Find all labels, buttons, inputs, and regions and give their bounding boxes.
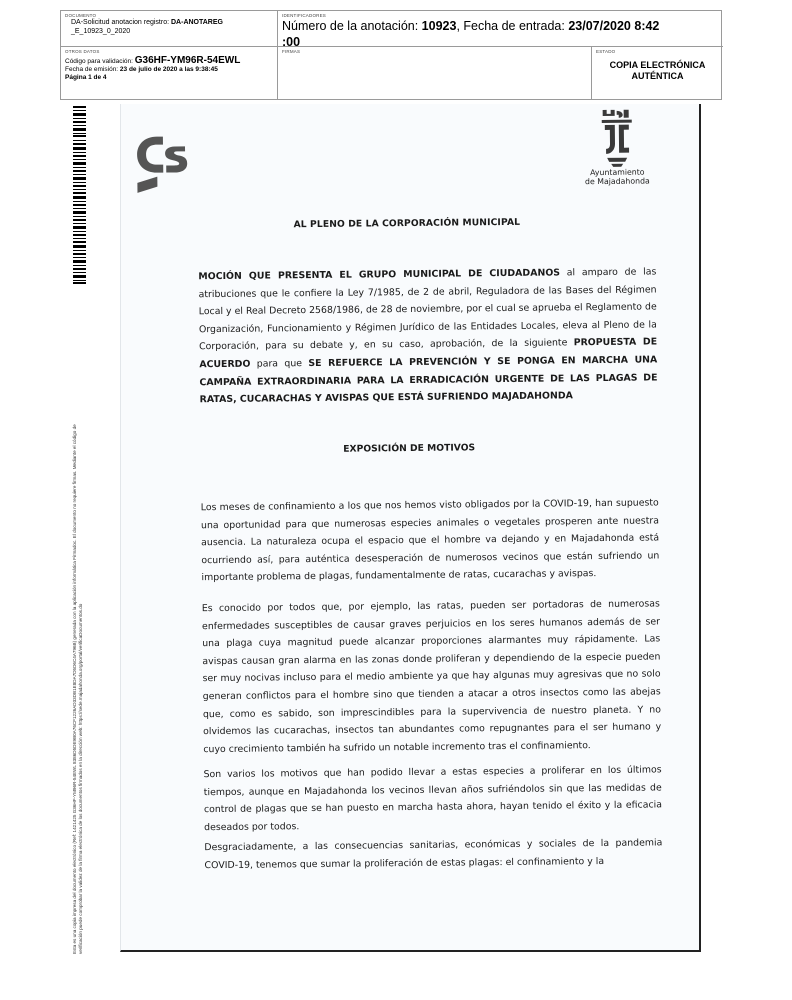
- registro-time-tail: :00: [282, 35, 301, 49]
- estado-cell: [592, 47, 723, 99]
- validation-text: Código para validación:: [65, 58, 135, 65]
- registro-number: 10923: [421, 19, 457, 33]
- registro-label: IDENTIFICADORES: [282, 13, 327, 18]
- verification-line-1: Esta es una copia impresa del documento electrónico (Ref: 1421425 G36HF-YM96R-54EWL 8386D5DE9B0A76CF1226AD33DB1E8DA7D5D6C4A796B) generada con la aplicación informática Firmadoc. El documento no requiere firmas. Mediante el código de: [72, 424, 77, 954]
- mocion-proposal: PROPUESTA DE ACUERDO: [199, 336, 658, 371]
- validation-code: G36HF-YM96R-54EWL: [134, 55, 241, 66]
- ayuntamiento-caption: [562, 167, 672, 186]
- body-paragraph-3: Son varios los motivos que han podido llevar a estas especies a proliferar en los últimos tiempos, aunque en Majadahonda los vecinos llevan años sufriéndolos sin que las medidas de control de plagas que se han puesto en marcha hasta ahora, hayan tenido el éxito y la eficacia deseados por todos.: [203, 764, 662, 833]
- registro-date: 23/07/2020 8:42: [568, 19, 660, 33]
- estado-line-2: AUTÉNTICA: [631, 71, 684, 81]
- verification-line-2: verificación puede comprobar la validez de la firma electrónica de los documentos firmados en la dirección web: https://sede.majadahonda.org/portal/verificaDocumentos.do: [78, 603, 83, 954]
- registro-prefix: Número de la anotación:: [282, 19, 422, 33]
- firmas-cell: [278, 47, 592, 99]
- scanned-page: [120, 104, 701, 952]
- registro-middle: , Fecha de entrada:: [456, 19, 569, 33]
- documento-line-1-text: DA-Solicitud anotacion registro:: [71, 19, 171, 26]
- majadahonda-crest-icon: [593, 108, 642, 168]
- estado-label: ESTADO: [596, 49, 616, 54]
- otros-datos-cell: [61, 47, 278, 99]
- ayuntamiento-line-1: Ayuntamiento: [590, 167, 645, 178]
- ciudadanos-logo-icon: [135, 132, 198, 195]
- otros-datos-label: OTROS DATOS: [65, 49, 100, 54]
- mocion-lead: MOCIÓN QUE PRESENTA EL GRUPO MUNICIPAL DE CIUDADANOS: [198, 267, 561, 283]
- validation-line: [65, 57, 273, 66]
- firmas-label: FIRMAS: [282, 49, 301, 54]
- scanned-page-content: [120, 104, 701, 952]
- documento-line-1-code: DA-ANOTAREG: [171, 19, 223, 26]
- verification-strip: [72, 308, 96, 954]
- estado-line-1: COPIA ELECTRÓNICA: [609, 60, 706, 70]
- emision-line: [65, 66, 273, 74]
- section-title: EXPOSICIÓN DE MOTIVOS: [343, 442, 476, 455]
- page-count: Página 1 de 4: [65, 74, 107, 81]
- body-paragraph-4: Desgraciadamente, a las consecuencias sanitarias, económicas y sociales de la pandemia COVID-19, tenemos que sumar la proliferación de estas plagas: el confinamiento y la: [204, 837, 663, 871]
- documento-cell: [61, 11, 278, 47]
- body-paragraph-2: Es conocido por todos que, por ejemplo, las ratas, pueden ser portadoras de numerosas enfermedades susceptibles de causar graves perjuicios en los seres humanos además de ser una plaga cuya magnitud puede alcanzar proporciones alarmantes muy rápidamente. Las avispas causan gran alarma en las zonas donde proliferan y dependiendo de la especie pueden ser muy nocivas incluso para el medio ambiente ya que hay algunas muy agresivas que no solo generan conflictos para el hombre sino que tienden a atacar a otros insectos como las abejas que, como es sabido, son imprescindibles para la supervivencia de nuestro planeta. Y no olvidemos las cucarachas, insectos tan abundantes como repugnantes para el ser humano y cuyo crecimiento también ha sufrido un notable incremento tras el confinamiento.: [201, 598, 662, 755]
- emision-date: 23 de julio de 2020 a las 9:38:45: [119, 66, 218, 73]
- mocion-subject: SE REFUERCE LA PREVENCIÓN Y SE PONGA EN MARCHA UNA CAMPAÑA EXTRAORDINARIA PARA LA ERRADICACIÓN URGENTE DE LAS PLAGAS DE RATAS, CUCARACHAS Y AVISPAS QUE ESTÁ SUFRIENDO MAJADAHONDA: [199, 354, 658, 406]
- registro-line: [282, 19, 719, 34]
- barcode-icon: [73, 106, 86, 284]
- mocion-text-1: al amparo de las atribuciones que le confiere la Ley 7/1985, de 2 de abril, Reguladora de las Bases del Régimen Local y el Real Decreto 2568/1986, de 28 de noviembre, por el cual se aprueba el Reglamento de Organización, Funcionamiento y Régimen Jurídico de las Entidades Locales, eleva al Pleno de la Corporación, para su debate y, en su caso, aprobación, de la siguiente: [198, 266, 657, 353]
- letter-title: AL PLENO DE LA CORPORACIÓN MUNICIPAL: [293, 216, 521, 231]
- estado-value: [596, 60, 719, 82]
- documento-line-1: [65, 18, 273, 27]
- documento-label: DOCUMENTO: [65, 13, 97, 18]
- ayuntamiento-line-2: de Majadahonda: [584, 176, 650, 187]
- mocion-paragraph: [198, 263, 657, 409]
- emision-text: Fecha de emisión:: [65, 66, 120, 73]
- mocion-text-2: para que: [250, 358, 309, 370]
- body-paragraph-1: Los meses de confinamiento a los que nos hemos visto obligados por la COVID-19, han supuesto una oportunidad para que numerosas especies animales o vegetales prosperen ante nuestra ausencia. La naturaleza ocupa el espacio que el hombre va dejando y en Majadahonda está ocurriendo así, para auténtica desesperación de numerosos vecinos que están sufriendo un importante problema de plagas, fundamentalmente de ratas, cucarachas y avispas.: [200, 497, 660, 584]
- stamp-header: [60, 10, 722, 100]
- registro-cell: [278, 11, 723, 47]
- documento-line-2: _E_10923_0_2020: [71, 28, 131, 35]
